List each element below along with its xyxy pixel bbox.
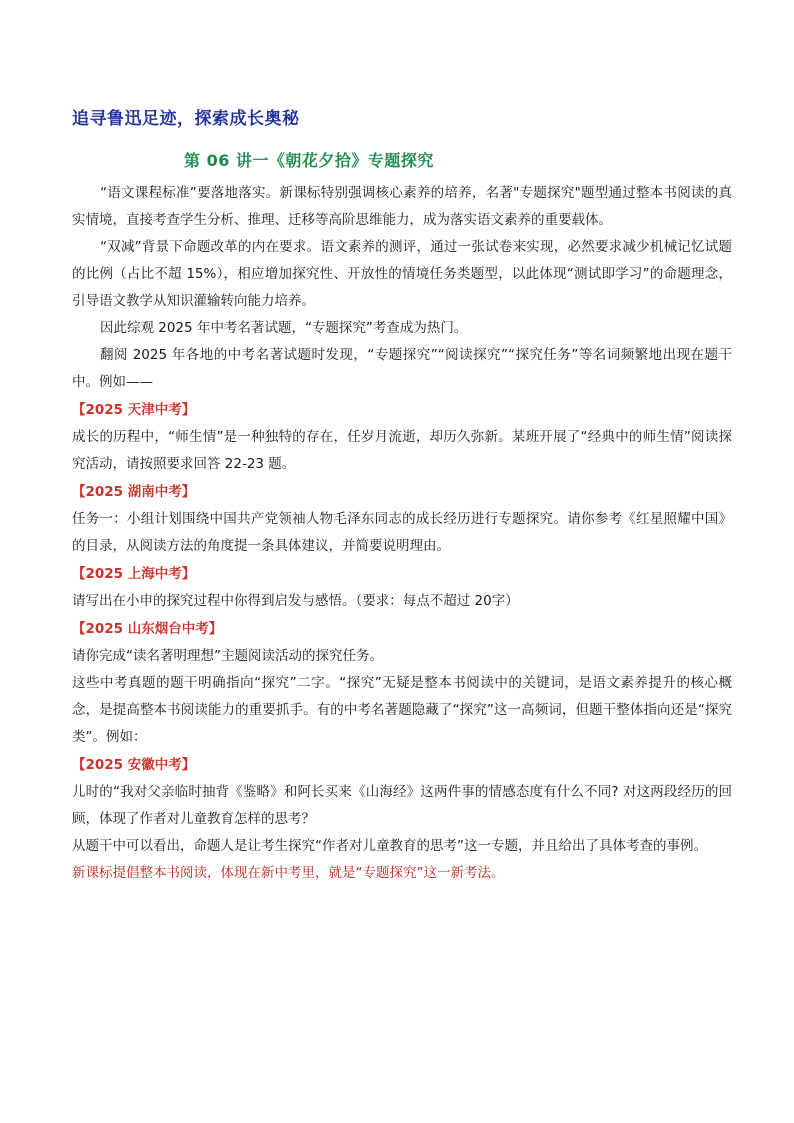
exam-tag-tianjin: 【2025 天津中考】: [72, 402, 196, 418]
exam-tag-shanghai: 【2025 上海中考】: [72, 566, 196, 582]
paragraph-conclusion: 从题干中可以看出，命题人是让考生探究“作者对儿童教育的思考”这一专题，并且给出了具体考查的事例。: [72, 838, 707, 854]
paragraph-double-reduction: “双减”背景下命题改革的内在要求。语文素养的测评，通过一张试卷来实现，必然要求减少机械记忆试题的比例（占比不超 15%），相应增加探究性、开放性的情境任务类题型，以此体现“测试即学习”的命题理念，引导语文教学从知识灌输转向能力培养。: [72, 239, 732, 309]
exam-question-shandong-yantai: 请你完成“读名著明理想”主题阅读活动的探究任务。: [72, 648, 383, 664]
body-text: [72, 180, 732, 887]
page-heading: 追寻鲁迅足迹，探索成长奥秘: [72, 109, 300, 129]
exam-question-anhui: 儿时的“我对父亲临时抽背《鉴略》和阿长买来《山海经》这两件事的情感态度有什么不同? 对这两段经历的回顾，体现了作者对儿童教育怎样的思考？: [72, 784, 732, 827]
paragraph-closing: 新课标提倡整本书阅读，体现在新中考里，就是“专题探究”这一新考法。: [72, 865, 505, 881]
paragraph-examples-intro: 翻阅 2025 年各地的中考名著试题时发现，“专题探究”“阅读探究”“探究任务”等名词频繁地出现在题干中。例如——: [72, 347, 732, 390]
exam-tag-shandong-yantai: 【2025 山东烟台中考】: [72, 621, 223, 637]
paragraph-hot-topic: 因此综观 2025 年中考名著试题，“专题探究”考查成为热门。: [100, 320, 468, 336]
exam-tag-anhui: 【2025 安徽中考】: [72, 757, 196, 773]
exam-tag-hunan: 【2025 湖南中考】: [72, 484, 196, 500]
exam-question-hunan: 任务一：小组计划围绕中国共产党领袖人物毛泽东同志的成长经历进行专题探究。请你参考《红星照耀中国》的目录，从阅读方法的角度提一条具体建议，并简要说明理由。: [72, 511, 732, 554]
lecture-title: 第 06 讲一《朝花夕拾》专题探究: [184, 151, 434, 170]
exam-question-shanghai: 请写出在小申的探究过程中你得到启发与感悟。（要求：每点不超过 20字）: [72, 593, 519, 609]
paragraph-analysis: 这些中考真题的题干明确指向“探究”二字。“探究”无疑是整本书阅读中的关键词，是语文素养提升的核心概念，是提高整本书阅读能力的重要抓手。有的中考名著题隐藏了“探究”这一高频词，但题干整体指向还是“探究类”。例如：: [72, 675, 732, 745]
paragraph-curriculum-standard: “语文课程标准”要落地落实。新课标特别强调核心素养的培养，名著"专题探究"题型通过整本书阅读的真实情境，直接考查学生分析、推理、迁移等高阶思维能力，成为落实语文素养的重要载体。: [72, 185, 732, 228]
exam-question-tianjin: 成长的历程中，“师生情”是一种独特的存在，任岁月流逝，却历久弥新。某班开展了“经典中的师生情”阅读探究活动，请按照要求回答 22-23 题。: [72, 429, 732, 472]
